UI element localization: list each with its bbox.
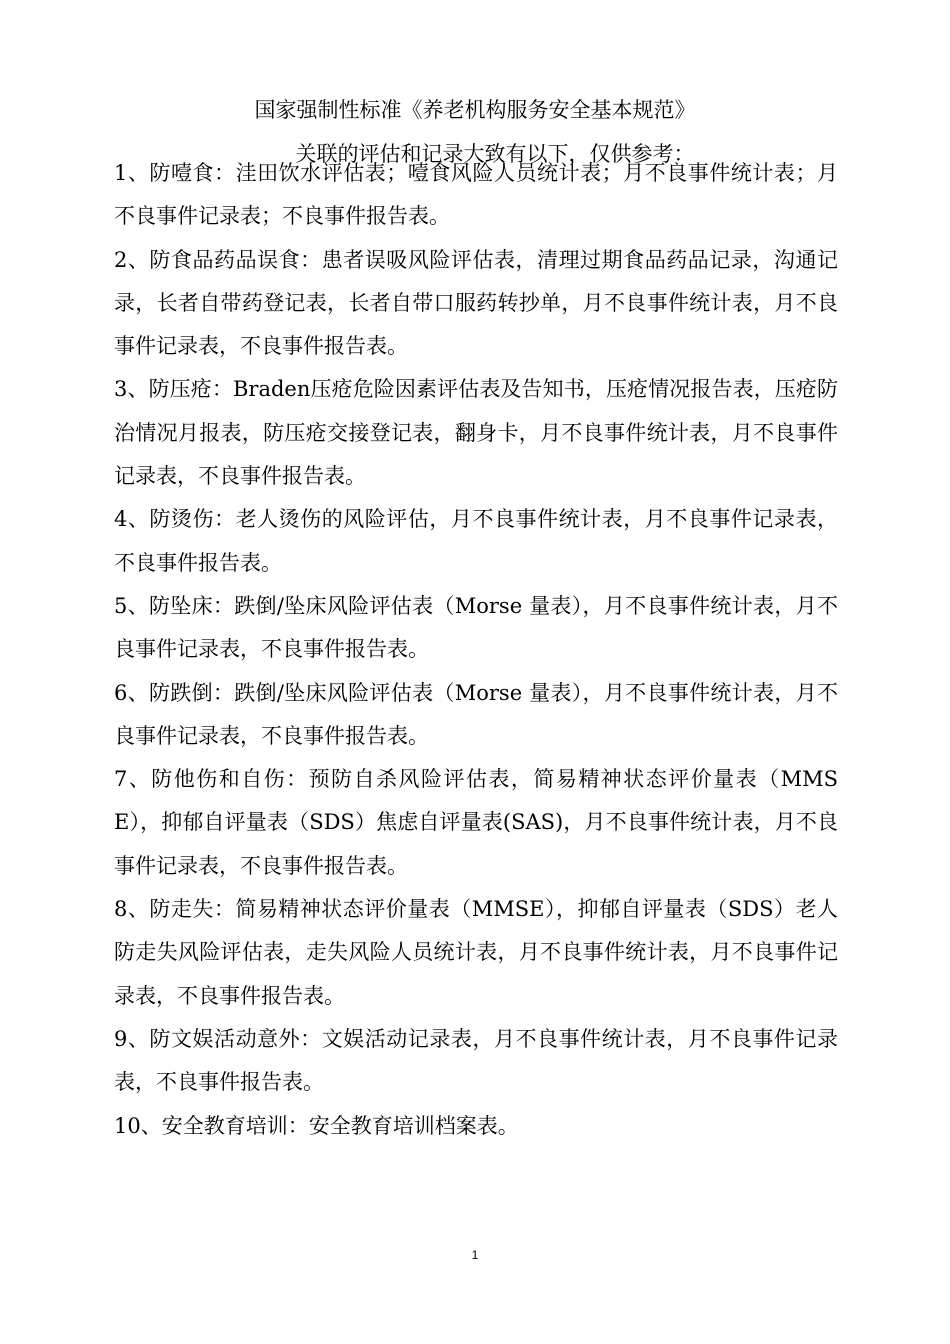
list-item-5: 5、防坠床：跌倒/坠床风险评估表（Morse 量表），月不良事件统计表，月不良事件记录表，不良事件报告表。 <box>114 593 838 662</box>
title-line-1: 国家强制性标准《养老机构服务安全基本规范》 <box>254 98 696 122</box>
list-item-2: 2、防食品药品误食：患者误吸风险评估表，清理过期食品药品记录，沟通记录，长者自带药登记表，长者自带口服药转抄单，月不良事件统计表，月不良事件记录表，不良事件报告表。 <box>114 247 838 359</box>
list-item-6: 6、防跌倒：跌倒/坠床风险评估表（Morse 量表），月不良事件统计表，月不良事件记录表，不良事件报告表。 <box>114 680 838 748</box>
list-item-8: 8、防走失：简易精神状态评价量表（MMSE），抑郁自评量表（SDS）老人防走失风险评估表，走失风险人员统计表，月不良事件统计表，月不良事件记录表，不良事件报告表。 <box>114 897 838 1008</box>
document-body <box>114 152 838 1148</box>
list-item-4: 4、防烫伤：老人烫伤的风险评估，月不良事件统计表，月不良事件记录表，不良事件报告表。 <box>114 507 838 575</box>
page-number: 1 <box>471 1248 479 1262</box>
list-item-3: 3、防压疮：Braden压疮危险因素评估表及告知书，压疮情况报告表，压疮防治情况月报表，防压疮交接登记表，翻身卡，月不良事件统计表，月不良事件记录表，不良事件报告表。 <box>114 377 838 489</box>
list-item-7: 7、防他伤和自伤：预防自杀风险评估表，简易精神状态评价量表（MMSE），抑郁自评量表（SDS）焦虑自评量表(SAS)，月不良事件统计表，月不良事件记录表，不良事件报告表。 <box>114 767 838 878</box>
list-item-1: 1、防噎食：洼田饮水评估表；噎食风险人员统计表；月不良事件统计表；月不良事件记录表；不良事件报告表。 <box>114 161 838 229</box>
list-item-9: 9、防文娱活动意外：文娱活动记录表，月不良事件统计表，月不良事件记录表，不良事件报告表。 <box>114 1026 838 1095</box>
title-line-2: 关联的评估和记录大致有以下，仅供参考： <box>295 142 695 166</box>
list-item-10: 10、安全教育培训：安全教育培训档案表。 <box>114 1113 519 1138</box>
